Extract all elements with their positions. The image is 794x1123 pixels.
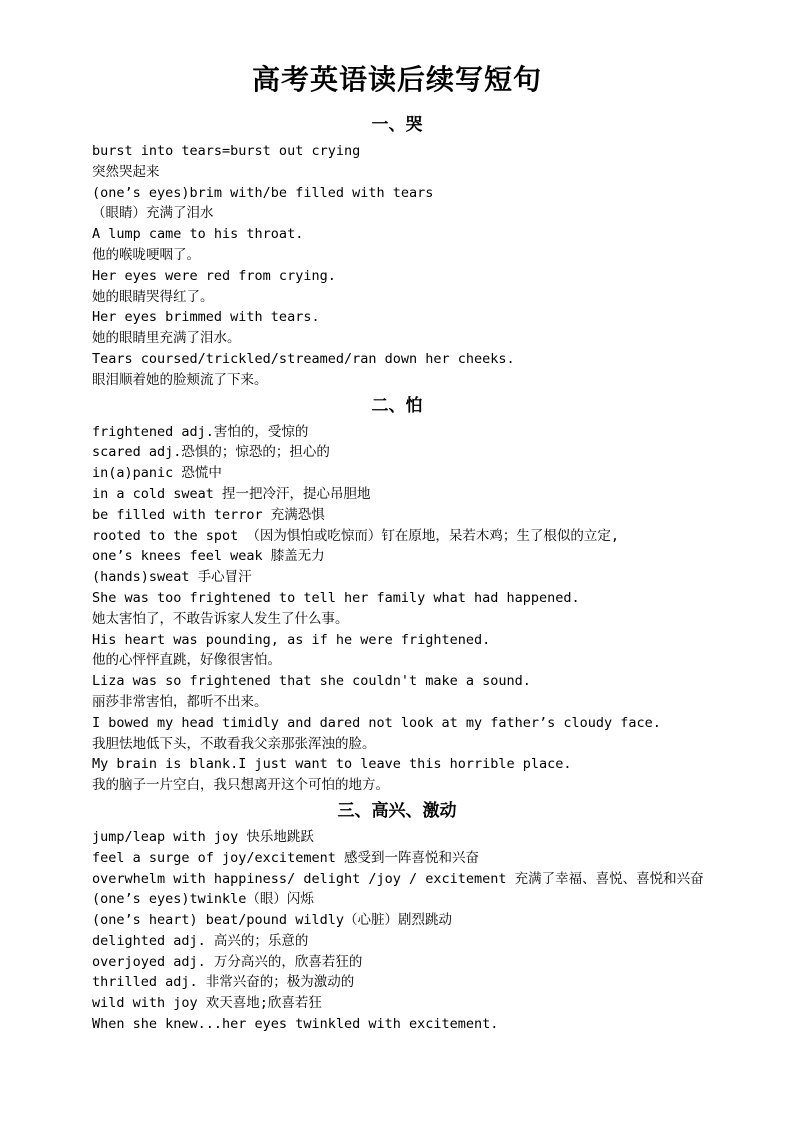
phrase-line: delighted adj. 高兴的；乐意的	[92, 932, 309, 949]
translation-line: 他的心怦怦直跳，好像很害怕。	[92, 652, 281, 669]
translation-line: 我的脑子一片空白，我只想离开这个可怕的地方。	[92, 777, 389, 794]
translation-line: 丽莎非常害怕，都听不出来。	[92, 693, 268, 710]
phrase-line: When she knew...her eyes twinkled with excitement.	[92, 1016, 499, 1033]
phrase-line: in a cold sweat 捏一把冷汗，提心吊胆地	[92, 485, 371, 502]
phrase-line: (one’s heart) beat/pound wildly（心脏）剧烈跳动	[92, 912, 452, 929]
translation-line: 她的眼睛哭得红了。	[92, 288, 214, 305]
document-title: 高考英语读后续写短句	[251, 63, 542, 96]
translation-line: 他的喉咙哽咽了。	[92, 246, 200, 263]
phrase-line: frightened adj.害怕的，受惊的	[92, 423, 309, 440]
document-body	[92, 110, 752, 1035]
phrase-line: Her eyes were red from crying.	[92, 267, 336, 284]
phrase-line: Her eyes brimmed with tears.	[92, 309, 320, 326]
phrase-line: scared adj.恐惧的；惊恐的；担心的	[92, 444, 330, 461]
phrase-line: I bowed my head timidly and dared not look at my father’s cloudy face.	[92, 714, 661, 731]
phrase-line: (one’s eyes)twinkle（眼）闪烁	[92, 891, 314, 908]
phrase-line: His heart was pounding, as if he were frightened.	[92, 631, 491, 648]
phrase-line: overjoyed adj. 万分高兴的，欣喜若狂的	[92, 953, 363, 970]
translation-line: 她的眼睛里充满了泪水。	[92, 330, 241, 347]
translation-line: （眼睛）充满了泪水	[92, 205, 214, 222]
phrase-line: in(a)panic 恐慌中	[92, 465, 222, 482]
section-heading: 一、哭	[371, 115, 423, 135]
phrase-line: (one’s eyes)brim with/be filled with tears	[92, 184, 434, 201]
phrase-line: one’s knees feel weak 膝盖无力	[92, 548, 325, 565]
phrase-line: overwhelm with happiness/ delight /joy / excitement 充满了幸福、喜悦、喜悦和兴奋	[92, 870, 704, 887]
phrase-line: A lump came to his throat.	[92, 226, 304, 243]
phrase-line: jump/leap with joy 快乐地跳跃	[92, 828, 314, 845]
phrase-line: She was too frightened to tell her family what had happened.	[92, 589, 580, 606]
phrase-line: Liza was so frightened that she couldn't make a sound.	[92, 673, 531, 690]
phrase-line: Tears coursed/trickled/streamed/ran down her cheeks.	[92, 350, 515, 367]
phrase-line: be filled with terror 充满恐惧	[92, 506, 325, 523]
phrase-line: wild with joy 欢天喜地;欣喜若狂	[92, 995, 322, 1012]
section-heading: 三、高兴、激动	[337, 800, 457, 821]
phrase-line: rooted to the spot （因为惧怕或吃惊而）钉在原地，呆若木鸡；生了根似的立定,	[92, 527, 620, 544]
section-heading: 二、怕	[371, 395, 423, 416]
phrase-line: feel a surge of joy/excitement 感受到一阵喜悦和兴奋	[92, 849, 479, 866]
phrase-line: My brain is blank.I just want to leave this horrible place.	[92, 756, 572, 773]
phrase-line: (hands)sweat 手心冒汗	[92, 569, 252, 586]
translation-line: 她太害怕了，不敢告诉家人发生了什么事。	[92, 610, 349, 627]
translation-line: 突然哭起来	[92, 163, 160, 180]
phrase-line: burst into tears=burst out crying	[92, 143, 361, 159]
translation-line: 眼泪顺着她的脸颊流了下来。	[92, 371, 268, 388]
translation-line: 我胆怯地低下头，不敢看我父亲那张浑浊的脸。	[92, 735, 376, 752]
phrase-line: thrilled adj. 非常兴奋的；极为激动的	[92, 974, 355, 991]
